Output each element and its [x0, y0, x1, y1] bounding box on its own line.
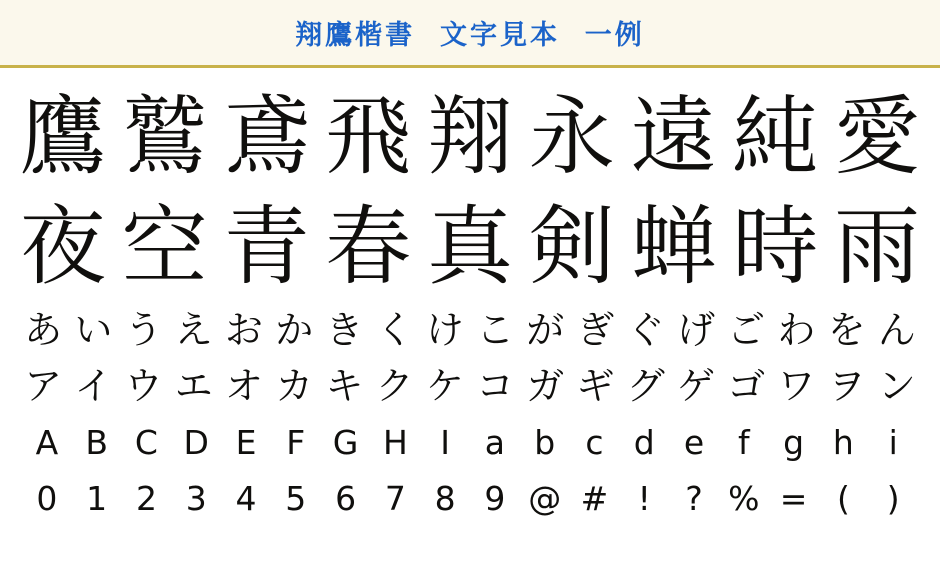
specimen-header [0, 0, 940, 68]
glyph-cell: @ [528, 478, 562, 518]
glyph-cell: エ [174, 364, 213, 408]
glyph-cell: ぐ [626, 308, 665, 352]
glyph-cell: I [440, 422, 450, 462]
glyph-cell: ク [375, 364, 414, 408]
glyph-cell: 9 [484, 478, 506, 518]
glyph-cell: 鷲 [121, 87, 208, 187]
glyph-cell: ガ [526, 364, 565, 408]
glyph-cell: ん [877, 308, 916, 352]
glyph-cell: e [683, 422, 705, 462]
glyph-cell: ? [685, 478, 703, 518]
glyph-cell: い [74, 308, 113, 352]
glyph-cell: ケ [425, 364, 464, 408]
glyph-cell: 青 [223, 197, 310, 297]
glyph-cell: ウ [124, 364, 163, 408]
glyph-cell: あ [24, 308, 63, 352]
glyph-cell: H [382, 422, 408, 462]
glyph-row-latin [8, 414, 932, 470]
glyph-cell: キ [325, 364, 364, 408]
glyph-cell: オ [224, 364, 263, 408]
glyph-cell: 時 [732, 197, 819, 297]
glyph-cell: え [174, 308, 213, 352]
glyph-cell: 飛 [325, 87, 412, 187]
glyph-cell: ゴ [727, 364, 766, 408]
glyph-cell: ゲ [676, 364, 715, 408]
glyph-cell: 愛 [834, 87, 921, 187]
glyph-cell: き [325, 308, 364, 352]
glyph-cell: = [779, 478, 808, 518]
glyph-cell: コ [476, 364, 515, 408]
glyph-cell: 0 [36, 478, 58, 518]
glyph-cell: b [534, 422, 556, 462]
glyph-cell: 空 [121, 197, 208, 297]
glyph-cell: 雨 [834, 197, 921, 297]
glyph-cell: 純 [732, 87, 819, 187]
glyph-cell: け [425, 308, 464, 352]
glyph-cell: i [888, 422, 898, 462]
glyph-row-kanji-2 [8, 192, 932, 302]
glyph-row-hiragana [8, 302, 932, 358]
glyph-cell: 3 [185, 478, 207, 518]
glyph-cell: を [827, 308, 866, 352]
glyph-cell: a [484, 422, 506, 462]
glyph-cell: A [35, 422, 59, 462]
glyph-cell: ) [886, 478, 900, 518]
glyph-cell: E [235, 422, 257, 462]
glyph-cell: 鷹 [19, 87, 106, 187]
glyph-cell: カ [275, 364, 314, 408]
glyph-cell: B [85, 422, 108, 462]
glyph-row-kanji-1 [8, 82, 932, 192]
glyph-cell: 永 [528, 87, 615, 187]
glyph-cell: 5 [285, 478, 307, 518]
glyph-row-katakana [8, 358, 932, 414]
glyph-cell: # [580, 478, 609, 518]
glyph-cell: わ [777, 308, 816, 352]
glyph-cell: ! [637, 478, 651, 518]
glyph-cell: 鳶 [223, 87, 310, 187]
glyph-cell: 1 [86, 478, 108, 518]
glyph-cell: 4 [235, 478, 257, 518]
glyph-cell: ン [877, 364, 916, 408]
glyph-cell: ヲ [827, 364, 866, 408]
glyph-cell: % [728, 478, 760, 518]
glyph-cell: ( [836, 478, 850, 518]
glyph-cell: が [526, 308, 565, 352]
glyph-cell: く [375, 308, 414, 352]
glyph-cell: ギ [576, 364, 615, 408]
glyph-cell: こ [476, 308, 515, 352]
glyph-cell: 7 [384, 478, 406, 518]
glyph-cell: 春 [325, 197, 412, 297]
glyph-cell: か [275, 308, 314, 352]
glyph-cell: f [738, 422, 750, 462]
glyph-cell: D [183, 422, 209, 462]
glyph-cell: h [832, 422, 854, 462]
glyph-cell: 剣 [528, 197, 615, 297]
glyph-cell: 真 [427, 197, 514, 297]
page-title: 翔鷹楷書 文字見本 一例 [295, 20, 645, 51]
glyph-cell: 8 [434, 478, 456, 518]
glyph-cell: お [224, 308, 263, 352]
glyph-cell: ぎ [576, 308, 615, 352]
glyph-cell: G [332, 422, 359, 462]
glyph-cell: グ [626, 364, 665, 408]
glyph-cell: 6 [335, 478, 357, 518]
glyph-cell: 遠 [630, 87, 717, 187]
glyph-row-digits [8, 470, 932, 526]
glyph-cell: 翔 [427, 87, 514, 187]
glyph-cell: g [783, 422, 805, 462]
glyph-cell: F [286, 422, 306, 462]
glyph-cell: う [124, 308, 163, 352]
glyph-cell: ワ [777, 364, 816, 408]
glyph-cell: ご [727, 308, 766, 352]
glyph-cell: げ [676, 308, 715, 352]
glyph-cell: c [585, 422, 604, 462]
glyph-cell: 夜 [19, 197, 106, 297]
glyph-cell: d [633, 422, 655, 462]
glyph-cell: イ [74, 364, 113, 408]
glyph-cell: C [134, 422, 158, 462]
glyph-cell: 蝉 [630, 197, 717, 297]
glyph-cell: ア [24, 364, 63, 408]
specimen-body [0, 82, 940, 526]
glyph-cell: 2 [135, 478, 157, 518]
